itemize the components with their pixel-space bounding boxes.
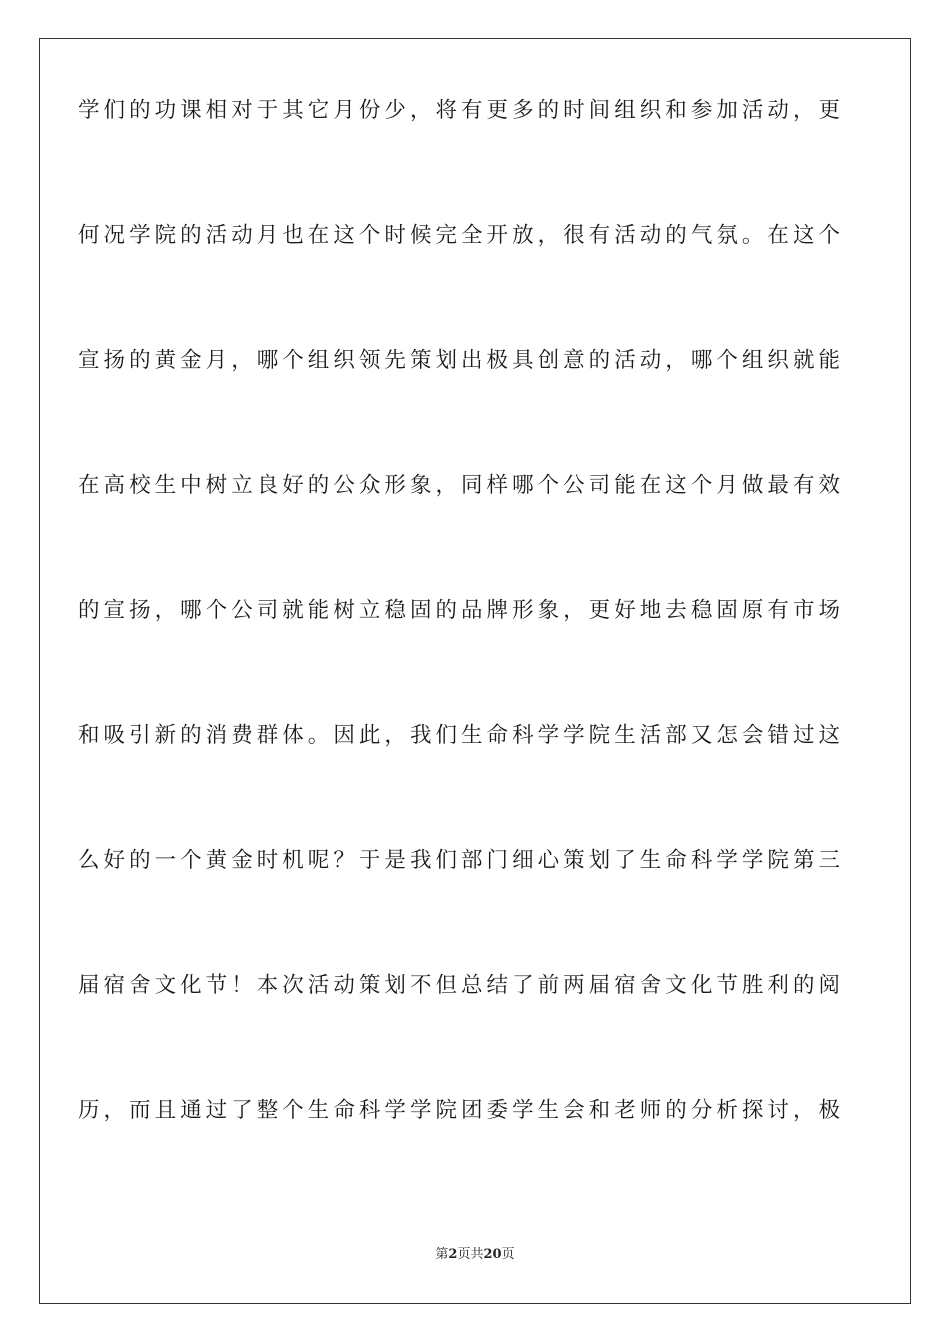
total-suffix: 页 xyxy=(501,1247,515,1262)
page-number: 2 xyxy=(448,1247,458,1262)
text-line: 宣扬的黄金月，哪个组织领先策划出极具创意的活动，哪个组织就能 xyxy=(78,348,840,373)
text-line: 届宿舍文化节！本次活动策划不但总结了前两届宿舍文化节胜利的阅 xyxy=(78,973,840,998)
text-line: 历，而且通过了整个生命科学学院团委学生会和老师的分析探讨，极 xyxy=(78,1098,840,1123)
page-footer xyxy=(0,1246,950,1264)
text-line: 学们的功课相对于其它月份少，将有更多的时间组织和参加活动，更 xyxy=(78,98,840,123)
total-prefix: 共 xyxy=(470,1247,484,1262)
text-line: 么好的一个黄金时机呢？于是我们部门细心策划了生命科学学院第三 xyxy=(78,848,840,873)
text-line: 在高校生中树立良好的公众形象，同样哪个公司能在这个月做最有效 xyxy=(78,473,840,498)
text-line: 和吸引新的消费群体。因此，我们生命科学学院生活部又怎会错过这 xyxy=(78,723,840,748)
total-pages: 20 xyxy=(483,1247,502,1262)
page-prefix: 第 xyxy=(435,1247,449,1262)
page-suffix: 页 xyxy=(457,1247,471,1262)
text-line: 的宣扬，哪个公司就能树立稳固的品牌形象，更好地去稳固原有市场 xyxy=(78,598,840,623)
document-body xyxy=(78,96,840,1221)
text-line: 何况学院的活动月也在这个时候完全开放，很有活动的气氛。在这个 xyxy=(78,223,840,248)
